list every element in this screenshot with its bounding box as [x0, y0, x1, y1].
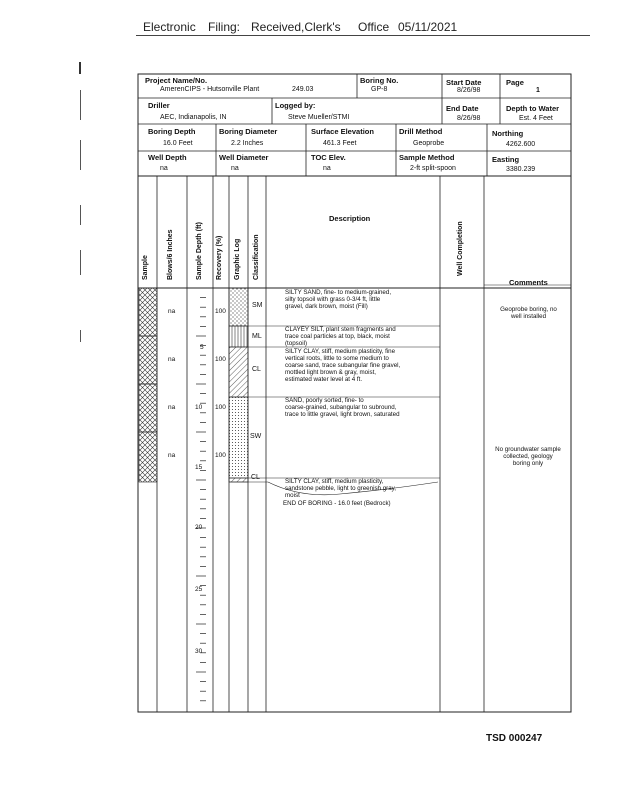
col-header-blows: Blows/6 Inches: [167, 229, 174, 280]
class-code-5: CL: [251, 474, 260, 481]
depth-label-5: 5: [200, 344, 204, 351]
depth-label-10: 10: [195, 404, 203, 411]
col-header-well-completion: Well Completion: [457, 221, 464, 276]
toc-elev-label: TOC Elev.: [311, 153, 346, 162]
sample-2-recovery: 100: [215, 356, 226, 363]
class-code-1: SM: [252, 302, 263, 309]
surface-elevation-value: 461.3 Feet: [323, 140, 357, 147]
end-date-label: End Date: [446, 104, 479, 113]
layer-2-description: CLAYEY SILT, plant stem fragments and trace coal particles at top, black, moist (topsoil): [285, 326, 396, 347]
class-code-2: ML: [252, 333, 262, 340]
page-label: Page: [506, 78, 524, 87]
boring-depth-value: 16.0 Feet: [163, 140, 193, 147]
start-date-label: Start Date: [446, 78, 482, 87]
boring-diameter-label: Boring Diameter: [219, 127, 278, 136]
depth-label-30: 30: [195, 648, 203, 655]
sample-3-blows: na: [168, 404, 176, 411]
filing-header-word3: Received,Clerk's: [251, 20, 341, 34]
class-code-3: CL: [252, 366, 261, 373]
easting-value: 3380.239: [506, 166, 536, 173]
depth-water-value: Est. 4 Feet: [519, 115, 553, 122]
well-diameter-label: Well Diameter: [219, 153, 269, 162]
sample-1-blows: na: [168, 308, 176, 315]
boring-no-value: GP-8: [371, 86, 388, 93]
filing-date: 05/11/2021: [398, 20, 458, 34]
boring-diameter-value: 2.2 Inches: [231, 140, 264, 147]
depth-label-20: 20: [195, 524, 203, 531]
page-value: 1: [536, 87, 540, 94]
col-header-recovery: Recovery (%): [216, 235, 223, 280]
sample-1-recovery: 100: [215, 308, 226, 315]
project-value: AmerenCIPS - Hutsonville Plant: [160, 86, 260, 93]
filing-header-word4: Office: [358, 20, 390, 34]
start-date-value: 8/26/98: [457, 87, 481, 94]
sample-method-label: Sample Method: [399, 153, 455, 162]
toc-elev-value: na: [323, 165, 331, 172]
filing-header-word2: Filing:: [208, 20, 241, 34]
filing-header-word1: Electronic: [143, 20, 196, 34]
comment-no-groundwater: No groundwater sample collected, geology boring only: [495, 446, 561, 467]
surface-elevation-label: Surface Elevation: [311, 127, 374, 136]
well-depth-label: Well Depth: [148, 153, 187, 162]
col-header-description: Description: [329, 214, 371, 223]
drill-method-label: Drill Method: [399, 127, 443, 136]
col-header-graphic-log: Graphic Log: [234, 238, 241, 280]
sample-4-blows: na: [168, 452, 176, 459]
drill-method-value: Geoprobe: [413, 140, 445, 147]
well-depth-value: na: [160, 165, 168, 172]
document-id: TSD 000247: [486, 733, 543, 744]
depth-label-15: 15: [195, 464, 203, 471]
col-header-classification: Classification: [253, 234, 260, 280]
driller-value: AEC, Indianapolis, IN: [160, 114, 227, 121]
layer-5-description: SILTY CLAY, stiff, medium plasticity, sandstone pebble, light to greenish gray, moist: [285, 478, 396, 499]
class-code-4: SW: [250, 433, 262, 440]
project-number: 249.03: [292, 86, 314, 93]
end-date-value: 8/26/98: [457, 115, 481, 122]
driller-label: Driller: [148, 101, 170, 110]
sample-3-recovery: 100: [215, 404, 226, 411]
well-diameter-value: na: [231, 165, 239, 172]
sample-2-blows: na: [168, 356, 176, 363]
logged-by-label: Logged by:: [275, 101, 316, 110]
depth-water-label: Depth to Water: [506, 104, 560, 113]
boring-no-label: Boring No.: [360, 76, 399, 85]
boring-depth-label: Boring Depth: [148, 127, 196, 136]
depth-label-25: 25: [195, 586, 203, 593]
col-header-depth: Sample Depth (ft): [196, 222, 203, 280]
northing-value: 4262.600: [506, 141, 536, 148]
logged-by-value: Steve Mueller/STMI: [288, 114, 350, 121]
comment-geoprobe: Geoprobe boring, no well installed: [500, 306, 557, 320]
layer-3-description: SILTY CLAY, stiff, medium plasticity, fine vertical roots, little to some medium to coarse sand, trace subangular fine gravel, mottled light brown & gray, moist, estimated water level at 4 ft.: [285, 348, 401, 383]
sample-4-recovery: 100: [215, 452, 226, 459]
easting-label: Easting: [492, 155, 520, 164]
northing-label: Northing: [492, 129, 524, 138]
sample-method-value: 2-ft split-spoon: [410, 165, 456, 172]
project-label: Project Name/No.: [145, 76, 208, 85]
layer-4-description: SAND, poorly sorted, fine- to coarse-grained, subangular to subround, trace to little gravel, light brown, saturated: [285, 397, 400, 418]
end-of-boring: END OF BORING - 16.0 feet (Bedrock): [283, 500, 391, 507]
col-header-sample: Sample: [142, 255, 149, 280]
col-header-comments: Comments: [509, 278, 548, 287]
layer-1-description: SILTY SAND, fine- to medium-grained, silty topsoil with grass 0-3/4 ft, little gravel, dark brown, moist (Fill): [285, 289, 392, 310]
